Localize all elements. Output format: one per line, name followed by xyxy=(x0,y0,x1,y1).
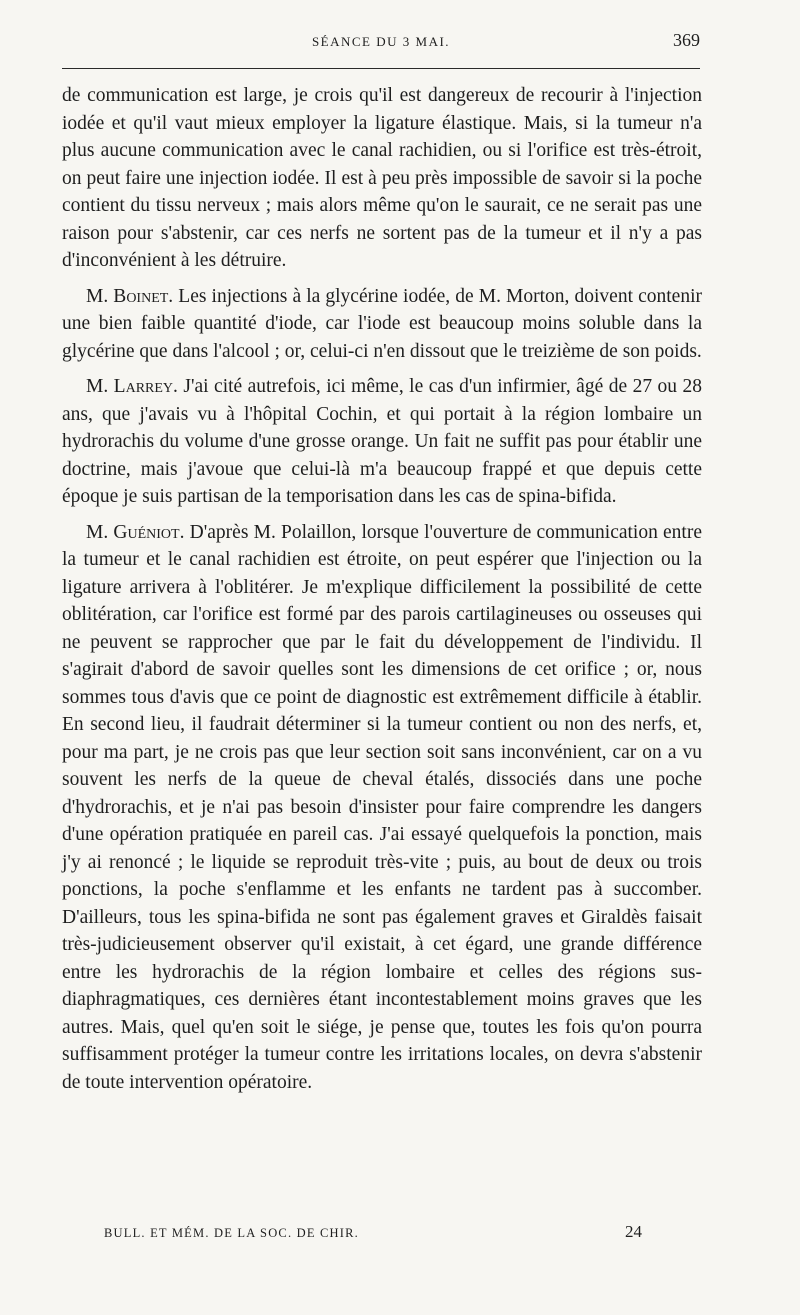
speaker-name: M. Larrey. xyxy=(86,376,178,397)
running-head: SÉANCE DU 3 MAI. xyxy=(311,34,451,49)
signature-mark: 24 xyxy=(625,1222,642,1241)
paragraph-text: de communication est large, je crois qu'il est dangereux de recourir à l'injection iodée et qu'il vaut mieux employer la ligature élastique. Mais, si la tumeur n'a plus aucune communication avec le canal rachidien, ou si l'orifice est très-étroit, on peut faire une injection iodée. Il est à peu près impossible de savoir si la poche contient du tissu nerveux ; mais alors même qu'on le saurait, ce ne serait pas une raison pour s'abstenir, car ces nerfs ne sortent pas de la tumeur et il n'y a pas d'inconvénient à les détruire. xyxy=(62,85,702,271)
paragraph-text: D'après M. Polaillon, lorsque l'ouverture de communication entre la tumeur et le canal rachidien est étroite, on peut espérer que l'injection ou la ligature arrivera à l'oblitérer. Je m'explique difficilement la possibilité de cette oblitération, car l'orifice est formé par des parois cartilagineuses ou osseuses qui ne peuvent se rapprocher que par le fait du développement de l'individu. Il s'agirait d'abord de savoir quelles sont les dimensions de cet orifice ; or, nous sommes tous d'avis que ce point de diagnostic est extrêmement difficile à établir. En second lieu, il faudrait déterminer si la tumeur contient ou non des nerfs, et, pour ma part, je ne crois pas que leur section soit sans inconvénient, car on a vu souvent les nerfs de la queue de cheval étalés, dissociés dans une poche d'hydrorachis, et je n'ai pas besoin d'insister pour faire comprendre les dangers d'une opération pratiquée en pareil cas. J'ai essayé quelquefois la ponction, mais j'y ai renoncé ; le liquide se reproduit très-vite ; puis, au bout de deux ou trois ponctions, la poche s'enflamme et les enfants ne tardent pas à succomber. D'ailleurs, tous les spina-bifida ne sont pas également graves et Giraldès faisait très-judicieusement observer qu'il existait, à cet égard, une grande différence entre les hydrorachis de la région lombaire et celles des régions sus-diaphragmatiques, ces dernières étant incontestablement moins graves que les autres. Mais, quel qu'en soit le siége, je pense que, toutes les fois qu'on pourra suffisamment protéger la tumeur contre les irritations locales, on devra s'abstenir de toute intervention opératoire. xyxy=(62,521,702,1093)
header-rule xyxy=(62,68,700,69)
speaker-name: M. Boinet. xyxy=(86,285,174,307)
paragraph-text: J'ai cité autrefois, ici même, le cas d'un infirmier, âgé de 27 ou 28 ans, que j'avais vu à l'hôpital Cochin, et qui portait à la région lombaire un hydrorachis du volume d'une grosse orange. Un fait ne suffit pas pour établir une doctrine, mais j'avoue que celui-là m'a beaucoup frappé et que depuis cette époque je suis partisan de la temporisation dans les cas de spina-bifida. xyxy=(62,376,702,507)
body-text xyxy=(62,82,702,1096)
journal-title: BULL. ET MÉM. DE LA SOC. DE CHIR. xyxy=(104,1226,359,1240)
page-number: 369 xyxy=(673,30,700,50)
page-footer xyxy=(104,1222,700,1246)
paragraph-larrey xyxy=(62,373,702,511)
paragraph-boinet xyxy=(62,283,702,366)
page-header xyxy=(62,28,700,58)
paragraph-text: Les injections à la glycérine iodée, de M. Morton, doivent contenir une bien faible quantité d'iode, car l'iode est beaucoup moins soluble dans la glycérine que dans l'alcool ; or, celui-ci n'en dissout que le treizième de son poids. xyxy=(62,285,702,362)
speaker-name: M. Guéniot. xyxy=(86,521,185,543)
paragraph-gueniot xyxy=(62,519,702,1097)
paragraph-continuation xyxy=(62,82,702,275)
